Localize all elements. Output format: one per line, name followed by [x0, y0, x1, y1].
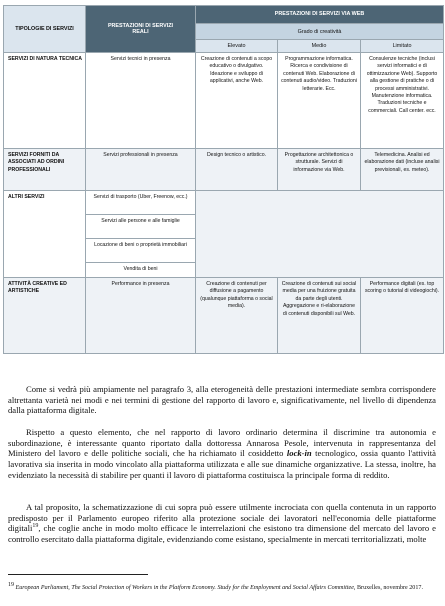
header-servizi-web: PRESTAZIONI DI SERVIZI VIA WEB	[196, 6, 444, 24]
cell-reali: Servizi professionali in presenza	[86, 149, 196, 191]
paragraph-1	[8, 384, 436, 416]
paragraph-text	[8, 427, 436, 481]
footnote	[8, 582, 436, 593]
cell-reali: Servizi tecnici in presenza	[86, 53, 196, 149]
paragraph-2	[8, 427, 436, 481]
paragraph-text: Come si vedrà più ampiamente nel paragrafo 3, alla eterogeneità delle prestazioni intermediate sembra corrispondere altrettanta varietà nei modi e nei termini di gestione del rapporto di lavoro e, significativamente, nel livello di dipendenza dalla piattaforma digitale.	[8, 384, 436, 416]
cell-altri-item: Vendita di beni	[86, 263, 196, 278]
text-run: , che coglie anche in modo molto efficace le interrelazioni che esistono tra dimensione del mercato del lavoro e controllo esercitato dalla piattaforma digitale, evidenziando come esistano, specialmente in mercati territorializzati, molte	[8, 523, 436, 545]
footnote-divider	[8, 574, 148, 575]
table-row	[4, 278, 444, 354]
category-altri-servizi: ALTRI SERVIZI	[4, 191, 86, 278]
cell-reali: Performance in presenza	[86, 278, 196, 354]
header-grado-creativita: Grado di creatività	[196, 23, 444, 40]
services-table	[3, 5, 444, 354]
text-run: tecnologico, ossia quanto l'attività lavorativa sia inserita in modo vincolato alla piattaforma utilizzata e alle sue dinamiche organizzative. La stessa, inoltre, ha evidenziato la necessità di stabilire per quanti il lavoro di piattaforma costituisca la principale forma di reddito.	[8, 448, 436, 480]
cell-elevato: Creazione di contenuti per diffusione a pagamento (qualunque piattaforma o social media).	[196, 278, 278, 354]
cell-medio: Progettazione architettonica o strutturale. Servizi di informazione via Web.	[278, 149, 361, 191]
category-ordini-professionali: SERVIZI FORNITI DA ASSOCIATI AD ORDINI PROFESSIONALI	[4, 149, 86, 191]
cell-limitato: Performance digitali (es. top scoring o tutorial di videogiochi).	[361, 278, 444, 354]
cell-altri-item: Servizi di trasporto (Uber, Freenow, ecc.)	[86, 191, 196, 215]
table-row	[4, 53, 444, 149]
category-natura-tecnica: SERVIZI DI NATURA TECNICA	[4, 53, 86, 149]
cell-limitato: Consulenze tecniche (inclusi servizi informatici e di ottimizzazione Web). Supporto alla gestione di pratiche o di processi amministrativi. Manutenzione informatica. Traduzioni tecniche e commerciali. Call center. ecc.	[361, 53, 444, 149]
cell-elevato: Design tecnico o artistico.	[196, 149, 278, 191]
text-run: A tal proposito, la schematizzazione di cui sopra può essere utilmente incrociata con quella contenuta in un rapporto predisposto per il Parlamento europeo riferito alla protezione sociale dei lavoratori nell'economia delle piattaforme digitali	[8, 502, 436, 534]
footnote-ref[interactable]: 19	[32, 523, 39, 530]
text-run: Rispetto a questo elemento, che nel rapporto di lavoro ordinario determina il discrimine tra autonomia e subordinazione, è interessante quanto riportato dalla dottoressa Annarosa Pesole, intervenuta in rappresentanza del Ministero del lavoro e delle politiche sociali, che ha richiamato il cosiddetto	[8, 427, 436, 459]
paragraph-text	[8, 502, 436, 545]
footnote-plain: , Bruxelles, novembre 2017.	[353, 585, 423, 592]
empty-web-area	[196, 191, 444, 278]
table-row	[4, 149, 444, 191]
header-servizi-reali: PRESTAZIONI DI SERVIZI REALI	[86, 6, 196, 53]
category-attivita-creative: ATTIVITÀ CREATIVE ED ARTISTICHE	[4, 278, 86, 354]
level-limitato: Limitato	[361, 40, 444, 53]
paragraph-3	[8, 502, 436, 545]
table-row	[4, 191, 444, 215]
cell-medio: Programmazione informatica. Ricerca e condivisione di contenuti Web. Elaborazione di contenuti audio/video. Traduzioni letterarie. Ecc.	[278, 53, 361, 149]
footnote-italic: European Parliament, The Social Protection of Workers in the Platform Economy. Study for the Employment and Social Affairs Committee	[15, 585, 354, 592]
header-tipologie: TIPOLOGIE DI SERVIZI	[4, 6, 86, 53]
footnote-number: 19	[8, 582, 14, 588]
emphasis-lock-in: lock-in	[286, 448, 312, 459]
cell-altri-item: Locazione di beni o proprietà immobiliari	[86, 239, 196, 263]
cell-altri-item: Servizi alle persone e alle famiglie	[86, 215, 196, 239]
level-medio: Medio	[278, 40, 361, 53]
cell-medio: Creazione di contenuti sui social media per una fruizione gratuita da parte degli utenti. Aggregazione e ri-elaborazione di contenuti disponibili sul Web.	[278, 278, 361, 354]
level-elevato: Elevato	[196, 40, 278, 53]
cell-elevato: Creazione di contenuti a scopo educativo o divulgativo. Ideazione e sviluppo di applicativi, anche Web.	[196, 53, 278, 149]
cell-limitato: Telemedicina. Analisi ed elaborazione dati (incluse analisi previsionali, es. meteo).	[361, 149, 444, 191]
